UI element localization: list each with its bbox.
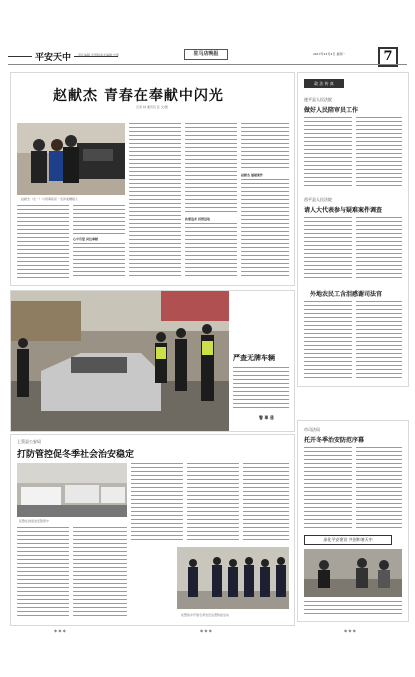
sidebar-item2-kicker: 西平县人民法院 — [304, 197, 332, 202]
sidebar-bottom-box-label: 深化平安建设 共创和谐天中 — [323, 537, 373, 542]
footer-ornament-right: ◆ ◆ ◆ — [344, 628, 356, 633]
sidebar-item1-kicker: 遂平县人民法院 — [304, 97, 332, 102]
sidebar-item1-text-a — [304, 117, 352, 189]
story-parking-badge: 警 事 通 — [259, 415, 274, 420]
story-zhao-text-col-4b — [185, 223, 237, 279]
sidebar-item3-text-a — [304, 301, 352, 379]
sidebar-item1-text-b — [356, 117, 402, 189]
story-shangcai-text-col-1 — [17, 527, 69, 619]
story-zhao-subhead-3: 赵献杰 屡破案件 — [241, 173, 264, 177]
sidebar-bottom-photo — [304, 549, 402, 597]
sidebar-item2-text-b — [356, 217, 402, 281]
footer-ornament-center: ◆ ◆ ◆ — [200, 628, 212, 633]
story-shangcai-text-col-5 — [243, 463, 289, 541]
story-shangcai-text-col-2 — [73, 527, 127, 619]
story-zhao-photo-caption: 赵献杰（左一）与同事抓获一名涉案嫌疑人 — [21, 197, 79, 201]
story-shangcai-photo-right — [177, 547, 289, 609]
story-zhao-subhead-2: 执着追求 拼搏进取 — [185, 217, 211, 221]
footer-ornament-left: ◆ ◆ ◆ — [54, 628, 66, 633]
page-number: 7 — [378, 47, 398, 67]
story-shangcai-text-col-4 — [187, 463, 239, 541]
sidebar-bottom-kicker: 市司法局 — [304, 427, 320, 432]
story-parking-text — [233, 367, 289, 409]
sidebar-item1-headline: 做好人民陪审员工作 — [304, 107, 359, 114]
story-zhao-text-col-5 — [241, 123, 289, 171]
header-center-box — [184, 49, 228, 60]
story-zhao-subhead-1: 心中有爱 岗位奉献 — [73, 237, 99, 241]
story-zhao-text-col-2b — [73, 243, 125, 279]
story-zhao — [10, 72, 295, 286]
story-zhao-photo — [17, 123, 125, 195]
story-zhao-text-col-2 — [73, 205, 125, 235]
sidebar-bottom-text-a — [304, 447, 352, 531]
header-tagline-1: 责任编辑 张慧娟 — [78, 53, 100, 57]
story-zhao-text-col-3 — [129, 123, 181, 279]
story-shangcai-photo-left — [17, 463, 127, 517]
sidebar-top-badge — [304, 79, 344, 88]
story-zhao-text-col-5b — [241, 179, 289, 279]
sidebar-item2-headline: 请人大代表参与疑难案件调查 — [304, 207, 383, 214]
sidebar-top-badge-text: 政 法 传 真 — [314, 81, 334, 86]
story-shangcai-caption-right: 民警集中开展冬季治安巡逻防控活动 — [181, 613, 230, 617]
sidebar-item2-text-a — [304, 217, 352, 281]
header-center-text: 驻马店晚报 — [193, 51, 219, 57]
story-zhao-text-col-4 — [185, 123, 237, 215]
sidebar-bottom-box — [304, 535, 392, 545]
story-zhao-byline: 记者 林 通讯员 张 文/图 — [136, 105, 168, 109]
header-tagline-2: 美术编辑 史燕 — [100, 53, 119, 57]
story-shangcai-caption-left: 民警在排查治安隐患中 — [19, 519, 50, 523]
sidebar-bottom — [297, 420, 409, 622]
story-shangcai — [10, 434, 295, 626]
column-name: 平安天中 — [32, 50, 74, 63]
story-zhao-headline: 赵献杰 青春在奉献中闪光 — [53, 88, 224, 104]
story-parking-headline: 严查无牌车辆 — [233, 353, 275, 362]
story-parking — [10, 290, 295, 432]
story-shangcai-text-col-3 — [131, 463, 183, 541]
page-header — [0, 0, 415, 70]
story-shangcai-headline: 打防管控促冬季社会治安稳定 — [17, 450, 135, 460]
sidebar-bottom-headline: 托开冬季治安防范序幕 — [304, 437, 365, 444]
story-zhao-text-col-1 — [17, 205, 69, 279]
sidebar-top — [297, 72, 409, 387]
sidebar-item3-headline: 外地农民工含泪感谢司法官 — [310, 291, 383, 298]
sidebar-bottom-caption — [304, 601, 402, 615]
story-parking-photo — [11, 291, 229, 431]
sidebar-item3-text-b — [356, 301, 402, 379]
sidebar-bottom-text-b — [356, 447, 402, 531]
story-shangcai-kicker: 上蔡县公安局 — [17, 439, 41, 444]
header-date: 2017年12月4日 星期一 — [313, 52, 346, 56]
header-rule-bottom — [8, 64, 407, 65]
